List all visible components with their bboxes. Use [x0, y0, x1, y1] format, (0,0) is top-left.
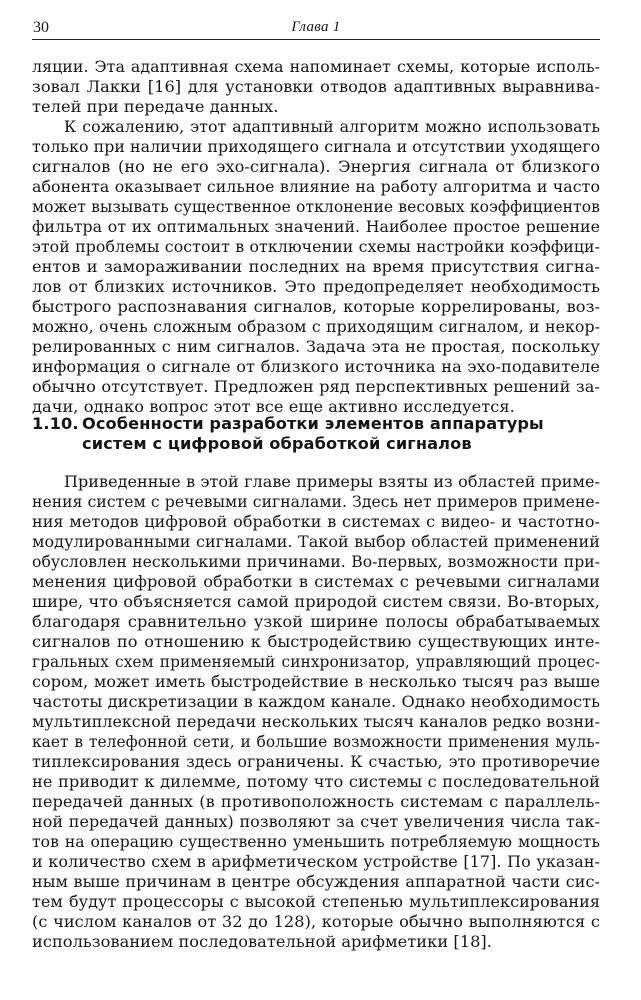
text-line: (с числом каналов от 32 до 128), которые обычно выполняются с — [32, 912, 600, 931]
text-line: информация о сигнале от близкого источника на эхо-подавителе — [32, 357, 600, 376]
text-line: быстрого распознавания сигналов, которые коррелированы, воз- — [32, 297, 600, 316]
text-line: можно, очень сложным образом с приходящим сигналом, и некор- — [32, 317, 600, 336]
section-title-line-2: систем с цифровой обработкой сигналов — [82, 434, 472, 453]
page-number: 30 — [33, 19, 49, 36]
text-line: типлексирования здесь ограничены. К счастью, это противоречие — [32, 752, 600, 771]
text-line: модулированными сигналами. Такой выбор областей применений — [32, 532, 600, 551]
text-line: использованием последовательной арифметики [18]. — [32, 932, 492, 951]
text-line: ния методов цифровой обработки в системах с видео- и частотно- — [32, 512, 600, 531]
text-line: зовал Лакки [16] для установки отводов адаптивных выравнива- — [32, 77, 600, 96]
text-line: сигналов по отношению к быстродействию существующих инте- — [32, 632, 600, 651]
text-line: может вызывать существенное отклонение весовых коэффициентов — [32, 198, 600, 216]
text-line: К сожалению, этот адаптивный алгоритм можно использовать — [64, 117, 600, 136]
section-number: 1.10. — [32, 414, 79, 433]
section-heading — [32, 414, 544, 434]
text-line: гральных схем применяемый синхронизатор, управляющий процес- — [32, 653, 600, 671]
text-line: кает в телефонной сети, и большие возможности применения муль- — [32, 733, 600, 751]
text-line: тов на операцию существенно уменьшить потребляемую мощность — [32, 833, 600, 851]
text-line: Приведенные в этой главе примеры взяты из областей приме- — [64, 472, 600, 491]
text-line: сигналов (но не его эхо-сигнала). Энергия сигнала от близкого — [32, 157, 600, 176]
text-line: тем будут процессоры с высокой степенью мультиплексирования — [32, 892, 600, 911]
text-line: шире, что объясняется самой природой систем связи. Во-вторых, — [32, 592, 600, 611]
text-line: лов от близких источников. Это предопределяет необходимость — [32, 277, 600, 296]
text-line: не приводит к дилемме, потому что системы с последовательной — [32, 772, 600, 791]
text-line: ляции. Эта адаптивная схема напоминает схемы, которые исполь- — [32, 57, 600, 76]
text-line: ентов и замораживании последних на время присутствия сигна- — [32, 257, 600, 276]
text-line: абонента оказывает сильное влияние на работу алгоритма и часто — [32, 177, 600, 196]
chapter-title: Глава 1 — [291, 19, 341, 35]
text-line: только при наличии приходящего сигнала и отсутствии уходящего — [32, 137, 601, 156]
text-line: менения цифровой обработки в системах с речевыми сигналами — [32, 572, 600, 591]
running-header — [32, 15, 600, 40]
text-line: ным выше причинам в центре обсуждения аппаратной части сис- — [32, 872, 600, 891]
text-line: нения систем с речевыми сигналами. Здесь нет примеров примене- — [32, 493, 600, 511]
text-line: дачи, однако вопрос этот все еще активно исследуется. — [32, 397, 515, 416]
text-line: ной передачей данных) позволяют за счет увеличения числа так- — [32, 812, 600, 831]
text-line: обычно отсутствует. Предложен ряд перспективных решений за- — [32, 377, 600, 396]
section-title-line-1: Особенности разработки элементов аппаратуры — [82, 414, 544, 433]
text-line: телей при передаче данных. — [32, 97, 279, 116]
text-line: мультиплексной передачи нескольких тысяч каналов редко возни- — [32, 712, 600, 731]
text-line: сором, может иметь быстродействие в несколько тысяч раз выше — [32, 672, 600, 691]
text-line: релированных с ним сигналов. Задача эта не простая, поскольку — [32, 337, 600, 356]
text-line: передачей данных (в противоположность системам с параллель- — [32, 792, 600, 811]
text-line: и количество схем в арифметическом устройстве [17]. По указан- — [32, 852, 600, 871]
text-line: обусловлен несколькими причинами. Во-первых, возможности при- — [32, 553, 600, 571]
text-line: этой проблемы состоит в отключении схемы настройки коэффици- — [32, 237, 600, 256]
text-line: частоты дискретизации в каждом канале. Однако необходимость — [32, 692, 600, 711]
text-line: благодаря сравнительно узкой ширине полосы обрабатываемых — [32, 612, 600, 631]
text-line: фильтра от их оптимальных значений. Наиболее простое решение — [32, 217, 600, 236]
